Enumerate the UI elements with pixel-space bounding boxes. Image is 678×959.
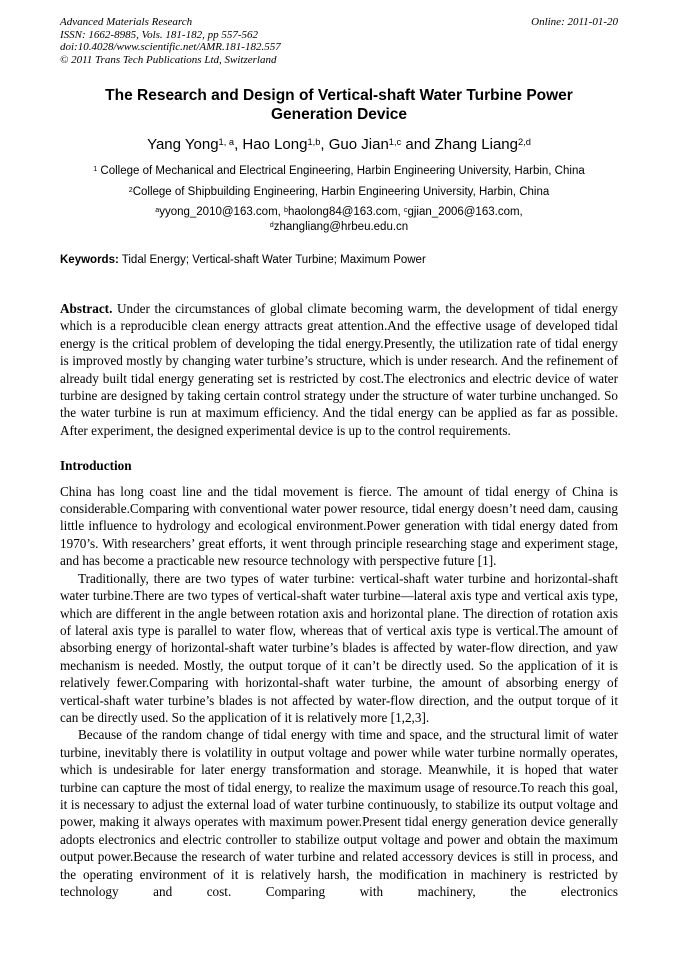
journal-doi-line: doi:10.4028/www.scientific.net/AMR.181-182.557 xyxy=(60,41,281,53)
email-line-2 xyxy=(60,220,618,235)
email-d-text: zhangliang@hrbeu.edu.cn xyxy=(273,221,409,233)
journal-issn-line: ISSN: 1662-8985, Vols. 181-182, pp 557-562 xyxy=(60,28,258,41)
affiliation-1-text: College of Mechanical and Electrical Engineering, Harbin Engineering University, Harbin, China xyxy=(97,165,585,177)
abstract-text: Under the circumstances of global climate becoming warm, the development of tidal energy which is a reproducible clean energy attracts great attention.And the effective usage of developed tidal energy is the critical problem of developing the tidal energy.Presently, the utilization rate of tidal energy is improved mostly by changing water turbine’s structure, which is under research. And the refinement of already built tidal energy generating set is restricted by cost.The electronics and electric device of water turbine are designed by taking certain control strategy under the structure of water turbine unchanged. So the water turbine is run at maximum efficiency. And the tidal energy can be applied as far as possible. After experiment, the designed experimental device is up to the control requirements. xyxy=(60,301,618,438)
affiliations-block xyxy=(60,164,618,200)
email-c xyxy=(404,206,523,218)
abstract-label: Abstract. xyxy=(60,301,113,316)
keywords-label: Keywords: xyxy=(60,254,119,266)
keywords-line xyxy=(60,253,618,268)
journal-name: Advanced Materials Research xyxy=(60,16,193,28)
author-3 xyxy=(329,136,435,153)
email-b-text: haolong84@163.com, xyxy=(288,206,404,218)
intro-paragraph-3: Because of the random change of tidal energy with time and space, and the structural limit of water turbine, inevitably there is volatility in output voltage and power while water turbine normally operates, which is undesirable for later energy transformation and storage. Meanwhile, it is hoped that water turbine can capture the most of tidal energy, to realize the maximum usage of resource.To reach this goal, it is necessary to adjust the external load of water turbine continuously, to stabilize its output voltage and power, making it always operates with maximum power.Present tidal energy generation device generally adopts electronics and electric controller to stabilize output voltage and power and obtain the maximum output power.Because the research of water turbine and related accessory devices is still in process, and the operating environment of it is relatively harsh, the modification in machinery is restricted by technology and cost. Comparing with machinery, the electronics xyxy=(60,727,618,899)
journal-copyright-line: © 2011 Trans Tech Publications Ltd, Switzerland xyxy=(60,53,277,66)
author-1 xyxy=(147,136,242,153)
section-heading-introduction: Introduction xyxy=(60,458,132,474)
paper-title-line1: The Research and Design of Vertical-shaft Water Turbine Power xyxy=(105,87,573,104)
author-1-name: Yang Yong xyxy=(147,136,219,153)
author-1-sup: 1, a xyxy=(218,136,235,147)
email-c-text: gjian_2006@163.com, xyxy=(407,206,523,218)
affiliation-2 xyxy=(60,185,618,200)
author-2 xyxy=(242,136,328,153)
email-a-sup: a xyxy=(155,205,160,214)
online-date: Online: 2011-01-20 xyxy=(531,16,618,28)
affiliation-2-sup: 2 xyxy=(128,185,133,194)
email-a-text: yyong_2010@163.com, xyxy=(159,206,285,218)
email-d xyxy=(270,221,408,233)
journal-header xyxy=(60,16,618,66)
author-line xyxy=(60,135,618,154)
author-4-name: Zhang Liang xyxy=(434,136,518,153)
intro-paragraph-1: China has long coast line and the tidal movement is fierce. The amount of tidal energy of China is considerable.Comparing with conventional water power resource, tidal energy doesn’t need dam, causing little influence to hydrology and ecological environment.Power generation with tidal energy dated from 1970’s. With researchers’ great efforts, it went through principle researching stage and experiment stage, and has become a practicable new resource technology with perspective future [1]. xyxy=(60,483,618,569)
author-1-separator: , xyxy=(234,136,243,153)
author-4-sup: 2,d xyxy=(517,136,531,147)
affiliation-2-text: College of Shipbuilding Engineering, Harbin Engineering University, Harbin, China xyxy=(132,186,550,198)
email-b-sup: b xyxy=(284,205,289,214)
author-2-name: Hao Long xyxy=(242,136,308,153)
affiliation-1-sup: 1 xyxy=(93,164,98,173)
author-2-separator: , xyxy=(320,136,329,153)
author-3-name: Guo Jian xyxy=(328,136,389,153)
author-2-sup: 1,b xyxy=(307,136,321,147)
paper-title xyxy=(60,86,618,124)
author-emails-block xyxy=(60,205,618,235)
author-3-separator: and xyxy=(401,136,435,153)
affiliation-1 xyxy=(60,164,618,179)
keywords-text: Tidal Energy; Vertical-shaft Water Turbine; Maximum Power xyxy=(118,254,426,266)
email-d-sup: d xyxy=(269,220,274,229)
paper-title-line2: Generation Device xyxy=(270,106,408,123)
intro-paragraph-2: Traditionally, there are two types of water turbine: vertical-shaft water turbine and horizontal-shaft water turbine.There are two types of vertical-shaft water turbine—lateral axis type and vertical axis type, which are different in the angle between rotation axis and horizontal plane. The direction of rotation axis of lateral axis type is parallel to water flow, whereas that of vertical axis type is vertical.The amount of absorbing energy of horizontal-shaft water turbine’s blades is affected by water-flow direction, and yaw mechanism is needed. Mostly, the output torque of it can’t be directly used. So the application of it is relatively fewer.Comparing with horizontal-shaft water turbine, the amount of absorbing energy of vertical-shaft water turbine’s blades is not affected by water-flow direction, and the output torque of it can be directly used. So the application of it is relatively more [1,2,3]. xyxy=(60,570,618,725)
email-c-sup: c xyxy=(403,205,408,214)
author-3-sup: 1,c xyxy=(388,136,402,147)
journal-info-block xyxy=(60,16,281,66)
email-b xyxy=(284,206,404,218)
email-a xyxy=(155,206,284,218)
email-line-1 xyxy=(60,205,618,220)
author-4 xyxy=(435,136,531,153)
abstract-paragraph xyxy=(60,300,618,439)
